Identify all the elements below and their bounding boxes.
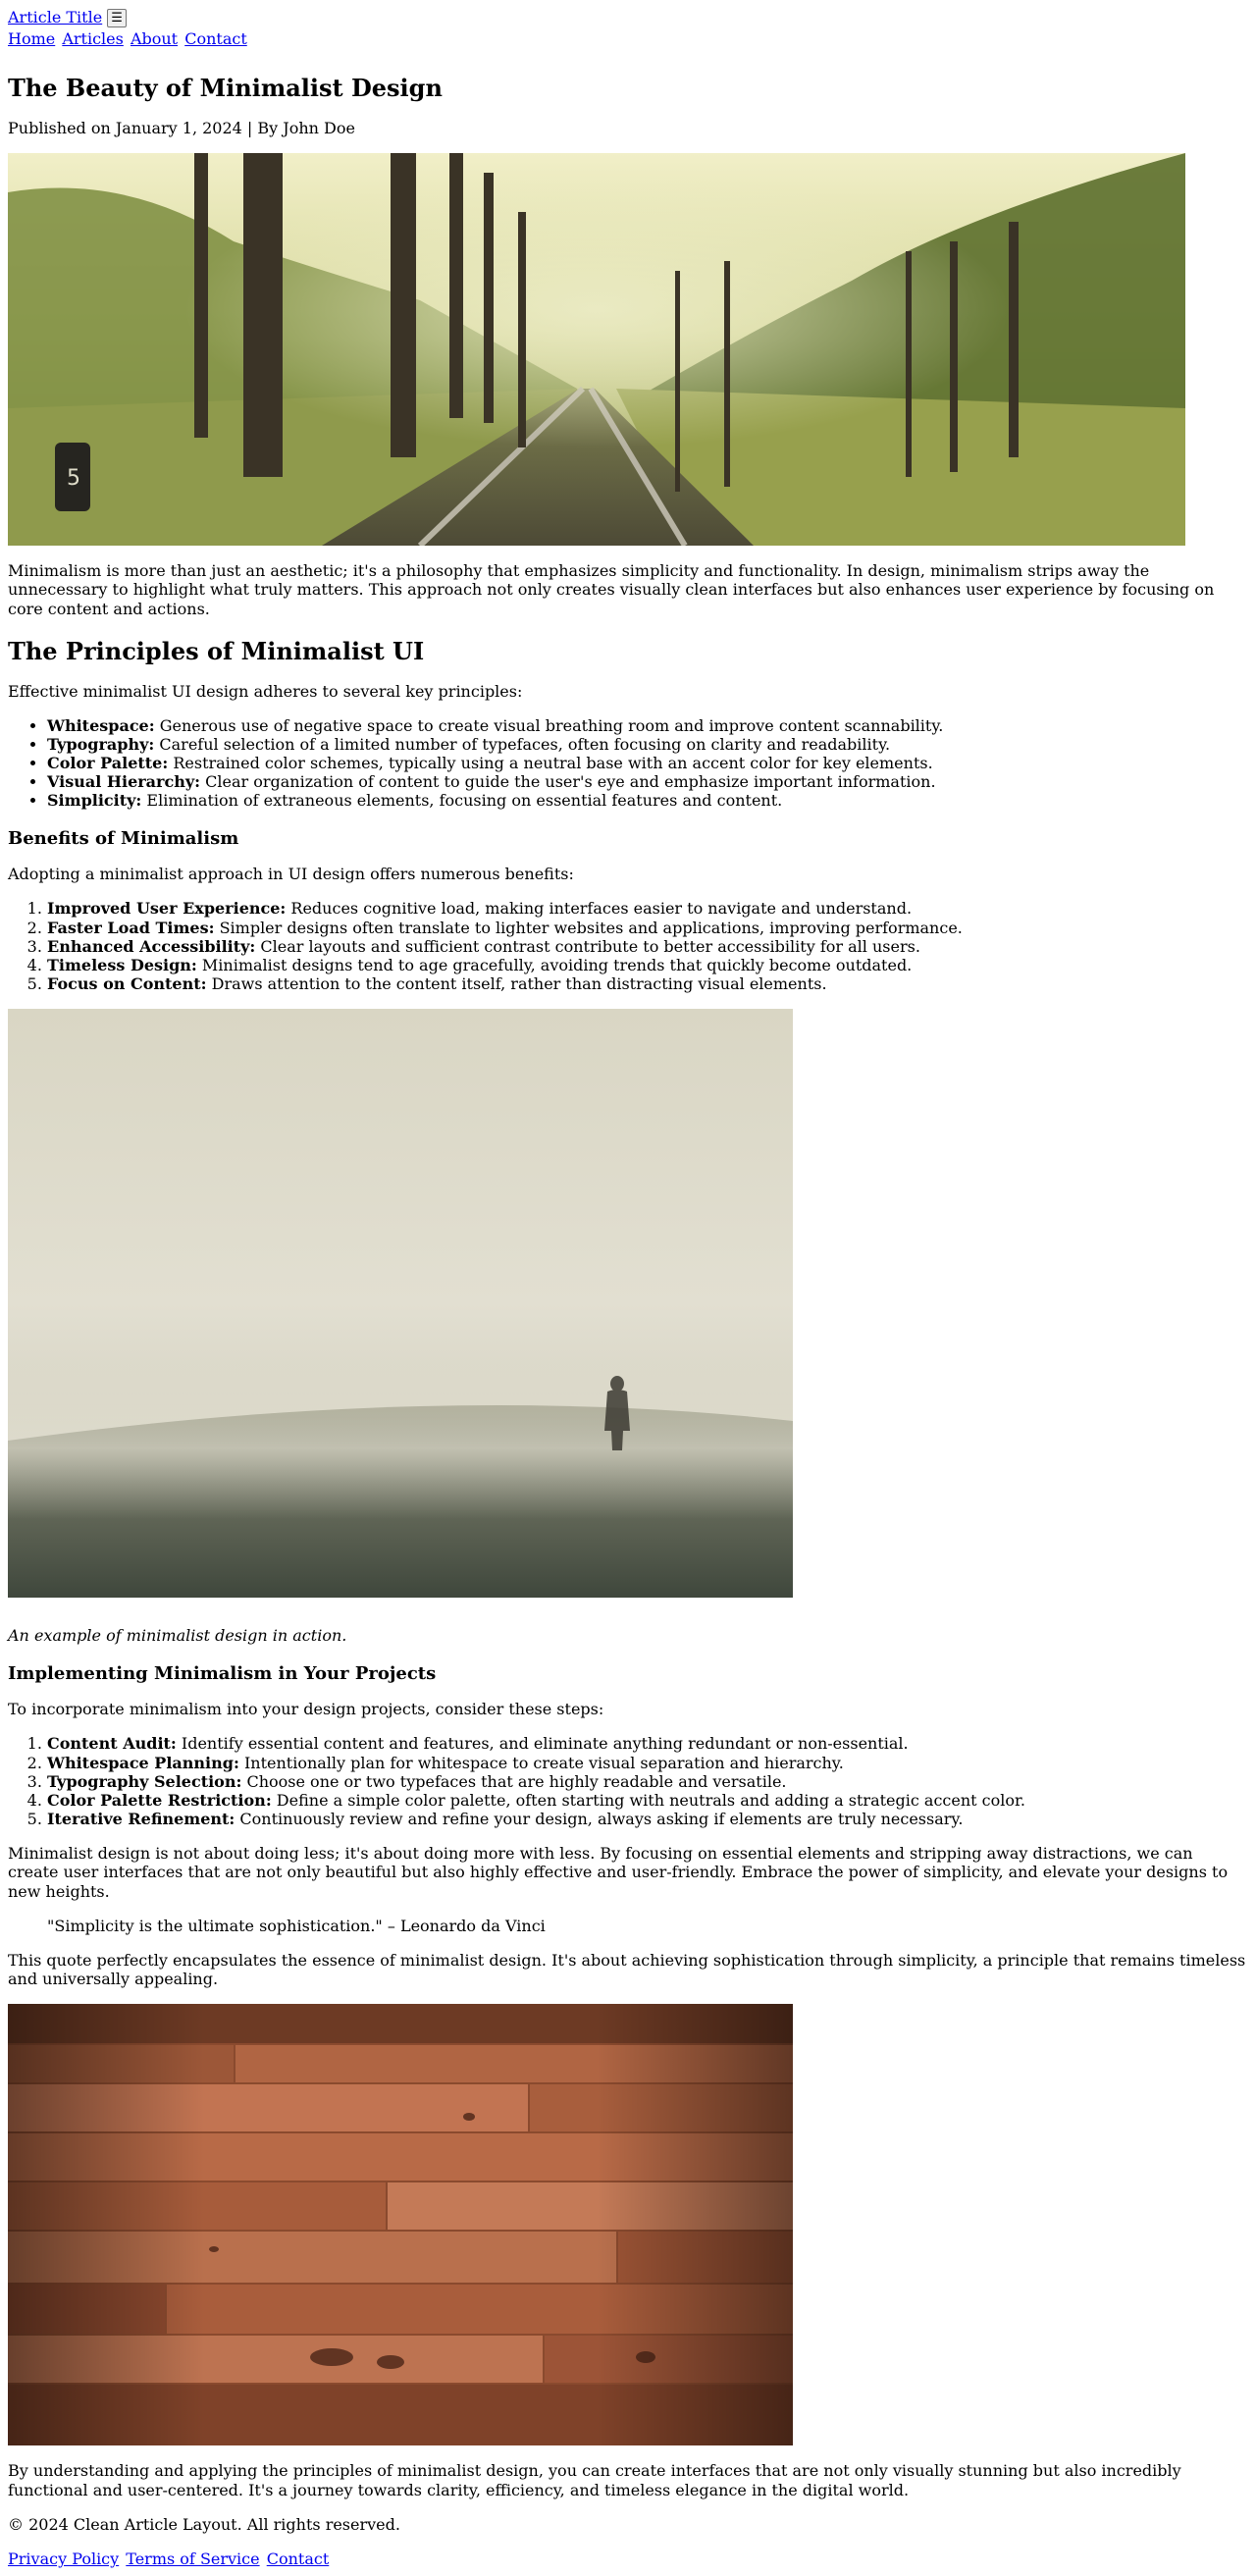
svg-text:5: 5	[67, 466, 80, 492]
list-item: • Whitespace: Generous use of negative space to create visual breathing room and improve content scannability.	[47, 716, 1248, 735]
summary-paragraph: Minimalist design is not about doing less; it's about doing more with less. By focusing on essential elements and stripping away distractions, we can create user interfaces that are not only beautiful but also highly effective and user-friendly. Embrace the power of simplicity, and elevate your designs to new heights.	[8, 1844, 1229, 1901]
principles-intro: Effective minimalist UI design adheres to several key principles:	[8, 681, 523, 701]
nav-about-link[interactable]: About	[130, 29, 179, 48]
foggy-hill-image	[8, 1009, 793, 1598]
benefits-heading: Benefits of Minimalism	[8, 827, 239, 849]
site-footer	[8, 2515, 1248, 2568]
quote: "Simplicity is the ultimate sophistication." – Leonardo da Vinci	[47, 1916, 546, 1935]
article-intro: Minimalism is more than just an aesthetic; it's a philosophy that emphasizes simplicity and functionality. In design, minimalism strips away the unnecessary to highlight what truly matters. This approach not only creates visually clean interfaces but also enhances user experience by focusing on core content and actions.	[8, 561, 1215, 618]
site-title-link[interactable]: Article Title	[8, 8, 103, 26]
list-item: • Typography: Careful selection of a limited number of typefaces, often focusing on clarity and readability.	[47, 735, 1248, 754]
menu-toggle-button[interactable]: ☰	[107, 9, 127, 27]
header-topline	[8, 8, 1248, 27]
footer-privacy-link[interactable]: Privacy Policy	[8, 2549, 120, 2568]
list-item: 4. Color Palette Restriction: Define a simple color palette, often starting with neutrals and adding a strategic accent color.	[47, 1791, 1248, 1810]
copyright-text: © 2024 Clean Article Layout. All rights reserved.	[8, 2514, 400, 2534]
article-figure	[8, 1009, 1248, 1645]
benefits-intro: Adopting a minimalist approach in UI design offers numerous benefits:	[8, 865, 574, 884]
principles-list	[8, 716, 1248, 811]
railway-hero-image	[8, 153, 1185, 546]
list-item: 1. Improved User Experience: Reduces cognitive load, making interfaces easier to navigate and understand.	[47, 899, 1248, 918]
nav-home-link[interactable]: Home	[8, 29, 56, 48]
article-meta: Published on January 1, 2024 | By John Doe	[8, 118, 355, 137]
nav-contact-link[interactable]: Contact	[184, 29, 247, 48]
list-item: 2. Whitespace Planning: Intentionally plan for whitespace to create visual separation and hierarchy.	[47, 1754, 1248, 1772]
list-item: • Simplicity: Elimination of extraneous elements, focusing on essential features and content.	[47, 791, 1248, 810]
list-item: 5. Iterative Refinement: Continuously review and refine your design, always asking if elements are truly necessary.	[47, 1810, 1248, 1828]
implementing-intro: To incorporate minimalism into your design projects, consider these steps:	[8, 1700, 604, 1719]
benefits-list	[8, 899, 1248, 993]
list-item: 3. Typography Selection: Choose one or two typefaces that are highly readable and versatile.	[47, 1772, 1248, 1791]
list-item: • Color Palette: Restrained color schemes, typically using a neutral base with an accent color for key elements.	[47, 754, 1248, 772]
list-item: 4. Timeless Design: Minimalist designs tend to age gracefully, avoiding trends that quickly become outdated.	[47, 956, 1248, 974]
closing-paragraph: By understanding and applying the principles of minimalist design, you can create interfaces that are not only visually stunning but also incredibly functional and user-centered. It's a journey towards clarity, efficiency, and timeless elegance in the digital world.	[8, 2461, 1181, 2499]
steps-list	[8, 1734, 1248, 1828]
principles-heading: The Principles of Minimalist UI	[8, 636, 425, 665]
list-item: 5. Focus on Content: Draws attention to the content itself, rather than distracting visual elements.	[47, 974, 1248, 993]
implementing-heading: Implementing Minimalism in Your Projects	[8, 1662, 437, 1684]
quote-followup: This quote perfectly encapsulates the essence of minimalist design. It's about achieving sophistication through simplicity, a principle that remains timeless and universally appealing.	[8, 1951, 1246, 1989]
article-main	[8, 75, 1248, 2499]
footer-contact-link[interactable]: Contact	[266, 2549, 330, 2568]
wood-planks-image	[8, 2004, 793, 2445]
list-item: • Visual Hierarchy: Clear organization of content to guide the user's eye and emphasize important information.	[47, 772, 1248, 791]
site-header	[8, 8, 1248, 48]
list-item: 3. Enhanced Accessibility: Clear layouts and sufficient contrast contribute to better accessibility for all users.	[47, 937, 1248, 956]
figure-caption: An example of minimalist design in action.	[8, 1626, 347, 1646]
list-item: 2. Faster Load Times: Simpler designs often translate to lighter websites and applications, improving performance.	[47, 919, 1248, 937]
main-nav	[8, 29, 1248, 48]
footer-terms-link[interactable]: Terms of Service	[126, 2549, 260, 2568]
nav-articles-link[interactable]: Articles	[62, 29, 124, 48]
article-title: The Beauty of Minimalist Design	[8, 74, 443, 103]
footer-nav	[8, 2550, 1248, 2568]
list-item: 1. Content Audit: Identify essential content and features, and eliminate anything redundant or non-essential.	[47, 1734, 1248, 1753]
